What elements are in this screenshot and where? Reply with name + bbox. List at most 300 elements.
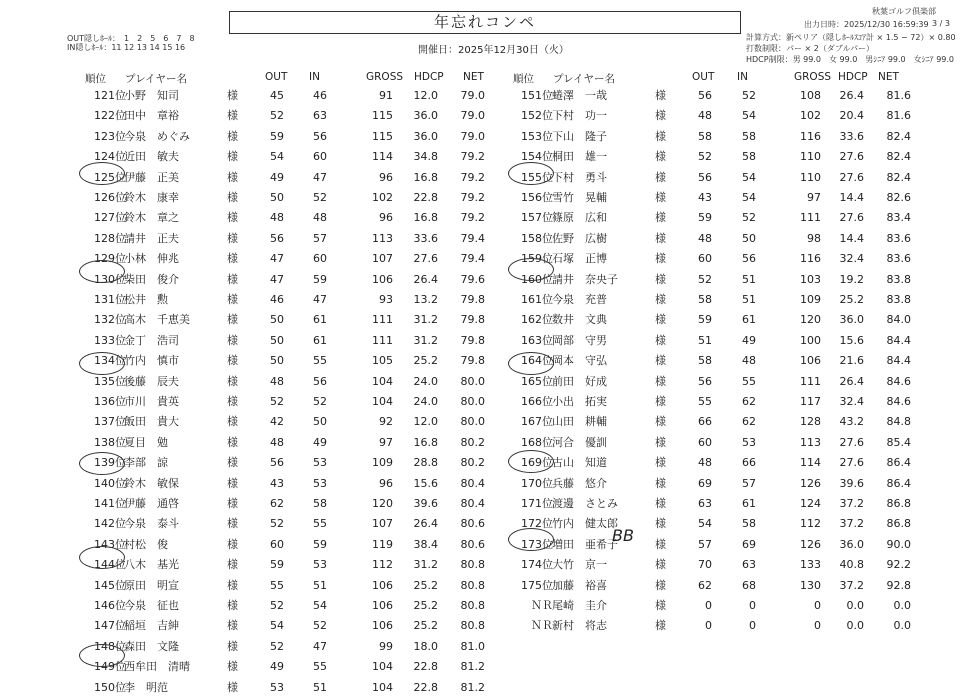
player-name-cell: 請井 正夫 <box>124 231 179 245</box>
player-name-cell: 飯田 貴大 <box>124 415 179 429</box>
net-cell: 81.0 <box>460 639 485 653</box>
rank-cell: 170位 <box>521 476 553 490</box>
net-cell: 82.4 <box>886 150 911 164</box>
player-name-cell: 篠原 広和 <box>552 211 607 225</box>
honorific-cell: 様 <box>227 660 238 674</box>
hdcp-cell: 27.6 <box>839 150 864 164</box>
col-hdcp-header: HDCP <box>838 71 868 83</box>
table-row <box>0 249 980 269</box>
rank-cell: 154位 <box>521 150 553 164</box>
in-score-cell: 63 <box>313 109 327 123</box>
hdcp-cell: 12.0 <box>413 89 438 102</box>
player-name-cell: 今泉 充普 <box>552 293 607 306</box>
honorific-cell: 様 <box>655 129 666 143</box>
out-score-cell: 58 <box>698 293 712 306</box>
col-out-header: OUT <box>265 71 288 83</box>
honorific-cell: 様 <box>227 680 238 694</box>
col-player-header: プレイヤー名 <box>553 73 616 85</box>
in-score-cell: 58 <box>742 129 756 143</box>
out-score-cell: 52 <box>270 639 284 653</box>
rank-cell: 145位 <box>94 578 126 592</box>
in-score-cell: 51 <box>313 578 327 592</box>
gross-cell: 100 <box>800 333 821 347</box>
hdcp-cell: 36.0 <box>413 109 438 123</box>
out-score-cell: 50 <box>270 354 284 368</box>
net-cell: 82.4 <box>886 170 911 184</box>
net-cell: 79.2 <box>460 150 485 164</box>
hdcp-cell: 14.4 <box>839 231 864 245</box>
in-score-cell: 61 <box>742 497 756 510</box>
net-cell: 86.8 <box>886 497 911 510</box>
net-cell: 84.4 <box>886 333 911 347</box>
rank-cell: 165位 <box>521 374 553 388</box>
table-row <box>0 514 980 534</box>
out-score-cell: 52 <box>270 395 284 408</box>
hdcp-cell: 36.0 <box>839 537 864 551</box>
net-cell: 82.6 <box>886 191 911 204</box>
gross-cell: 97 <box>807 191 821 204</box>
in-score-cell: 69 <box>742 537 756 551</box>
table-row <box>0 453 980 473</box>
hdcp-cell: 37.2 <box>839 578 864 592</box>
table-row <box>0 412 980 432</box>
net-cell: 92.8 <box>886 578 911 592</box>
honorific-cell: 様 <box>655 599 666 612</box>
net-cell: 86.8 <box>886 517 911 531</box>
gross-cell: 109 <box>800 293 821 306</box>
gross-cell: 114 <box>372 150 393 164</box>
in-score-cell: 0 <box>749 619 756 633</box>
gross-cell: 111 <box>372 313 393 327</box>
rank-cell: 143位 <box>94 537 126 551</box>
hdcp-cell: 15.6 <box>413 476 438 490</box>
honorific-cell: 様 <box>227 537 238 551</box>
out-score-cell: 50 <box>270 333 284 347</box>
player-name-cell: 今泉 征也 <box>124 599 179 612</box>
gross-cell: 102 <box>800 109 821 123</box>
out-score-cell: 52 <box>270 517 284 531</box>
in-score-cell: 49 <box>742 333 756 347</box>
rank-circle-mark <box>79 162 125 185</box>
hdcp-cell: 43.2 <box>839 415 864 429</box>
hdcp-cell: 27.6 <box>839 435 864 449</box>
col-net-header: NET <box>878 71 899 83</box>
rank-cell: 173位 <box>521 537 553 551</box>
in-score-cell: 53 <box>313 476 327 490</box>
honorific-cell: 様 <box>655 89 666 102</box>
in-score-cell: 58 <box>313 497 327 510</box>
col-rank-header: 順位 <box>513 73 534 85</box>
rank-cell: 123位 <box>94 129 126 143</box>
gross-cell: 92 <box>379 415 393 429</box>
gross-cell: 110 <box>800 170 821 184</box>
in-score-cell: 61 <box>313 313 327 327</box>
table-row <box>0 351 980 371</box>
in-score-cell: 55 <box>313 354 327 368</box>
out-score-cell: 48 <box>698 109 712 123</box>
table-row <box>0 290 980 310</box>
honorific-cell: 様 <box>227 170 238 184</box>
in-score-cell: 50 <box>313 415 327 429</box>
net-cell: 79.2 <box>460 170 485 184</box>
honorific-cell: 様 <box>655 211 666 225</box>
in-score-cell: 54 <box>742 191 756 204</box>
net-cell: 80.8 <box>460 578 485 592</box>
in-score-cell: 0 <box>749 599 756 612</box>
rank-circle-mark <box>508 258 554 281</box>
in-score-cell: 47 <box>313 639 327 653</box>
gross-cell: 117 <box>800 395 821 408</box>
hdcp-cell: 22.8 <box>413 660 438 674</box>
table-row <box>0 229 980 249</box>
honorific-cell: 様 <box>655 476 666 490</box>
honorific-cell: 様 <box>227 578 238 592</box>
player-name-cell: 渡邊 さとみ <box>552 497 618 510</box>
honorific-cell: 様 <box>227 374 238 388</box>
gross-cell: 130 <box>800 578 821 592</box>
out-score-cell: 63 <box>698 497 712 510</box>
hdcp-cell: 22.8 <box>413 191 438 204</box>
honorific-cell: 様 <box>227 333 238 347</box>
rank-cell: 146位 <box>94 599 126 612</box>
rank-cell: 136位 <box>94 395 126 408</box>
out-score-cell: 56 <box>698 170 712 184</box>
rank-cell: 155位 <box>521 170 553 184</box>
honorific-cell: 様 <box>227 497 238 510</box>
hdcp-cell: 37.2 <box>839 497 864 510</box>
in-score-cell: 62 <box>742 395 756 408</box>
gross-cell: 113 <box>372 231 393 245</box>
rank-circle-mark <box>508 352 554 375</box>
rank-cell: 175位 <box>521 578 553 592</box>
hdcp-cell: 36.0 <box>413 129 438 143</box>
out-score-cell: 57 <box>698 537 712 551</box>
net-cell: 84.6 <box>886 395 911 408</box>
player-name-cell: 今泉 めぐみ <box>124 129 190 143</box>
col-player-header: プレイヤー名 <box>125 73 188 85</box>
honorific-cell: 様 <box>227 639 238 653</box>
page-title: 年忘れコンペ <box>229 11 741 34</box>
net-cell: 79.2 <box>460 211 485 225</box>
net-cell: 79.0 <box>460 109 485 123</box>
gross-cell: 106 <box>372 599 393 612</box>
net-cell: 79.0 <box>460 129 485 143</box>
stroke-limit: 打数制限：パー × 2（ダブルパー） <box>746 44 874 53</box>
player-name-cell: 今泉 泰斗 <box>124 517 179 531</box>
rank-circle-mark <box>79 352 125 375</box>
honorific-cell: 様 <box>227 211 238 225</box>
gross-cell: 111 <box>800 374 821 388</box>
col-rank-header: 順位 <box>85 73 106 85</box>
out-score-cell: 54 <box>270 619 284 633</box>
rank-cell: 169位 <box>521 456 553 470</box>
net-cell: 81.2 <box>460 660 485 674</box>
hdcp-cell: 39.6 <box>839 476 864 490</box>
net-cell: 81.6 <box>886 89 911 102</box>
hdcp-cell: 27.6 <box>839 456 864 470</box>
player-name-cell: 桐田 雄一 <box>552 150 607 164</box>
player-name-cell: 小出 拓実 <box>552 395 607 408</box>
hdcp-cell: 24.0 <box>413 395 438 408</box>
rank-cell: 121位 <box>94 89 126 102</box>
out-score-cell: 58 <box>698 129 712 143</box>
player-name-cell: 村松 俊 <box>124 537 168 551</box>
table-row <box>0 310 980 330</box>
honorific-cell: 様 <box>655 435 666 449</box>
in-score-cell: 54 <box>742 170 756 184</box>
net-cell: 79.8 <box>460 333 485 347</box>
honorific-cell: 様 <box>227 313 238 327</box>
hdcp-cell: 21.6 <box>839 354 864 368</box>
rank-cell: 132位 <box>94 313 126 327</box>
handwritten-note: BB <box>612 526 634 545</box>
player-name-cell: 岡部 守男 <box>552 333 607 347</box>
hdcp-cell: 33.6 <box>839 129 864 143</box>
player-name-cell: 尾崎 圭介 <box>552 599 607 612</box>
out-score-cell: 47 <box>270 272 284 286</box>
player-name-cell: 河合 優訓 <box>552 435 607 449</box>
net-cell: 80.2 <box>460 456 485 470</box>
output-datetime: 出力日時：2025/12/30 16:59:39 <box>804 20 929 29</box>
gross-cell: 119 <box>372 537 393 551</box>
hdcp-cell: 31.2 <box>413 558 438 572</box>
gross-cell: 104 <box>372 680 393 694</box>
hdcp-cell: 25.2 <box>413 599 438 612</box>
rank-cell: 134位 <box>94 354 126 368</box>
net-cell: 83.6 <box>886 252 911 266</box>
table-row <box>0 270 980 290</box>
in-score-cell: 61 <box>742 313 756 327</box>
honorific-cell: 様 <box>655 537 666 551</box>
col-hdcp-header: HDCP <box>414 71 444 83</box>
in-score-cell: 52 <box>742 211 756 225</box>
honorific-cell: 様 <box>227 619 238 633</box>
rank-cell: 127位 <box>94 211 126 225</box>
hdcp-cell: 26.4 <box>839 374 864 388</box>
gross-cell: 0 <box>814 599 821 612</box>
out-score-cell: 52 <box>698 272 712 286</box>
hdcp-cell: 26.4 <box>413 272 438 286</box>
gross-cell: 98 <box>807 231 821 245</box>
col-out-header: OUT <box>692 71 715 83</box>
honorific-cell: 様 <box>655 415 666 429</box>
gross-cell: 105 <box>372 354 393 368</box>
out-score-cell: 48 <box>270 374 284 388</box>
in-score-cell: 56 <box>313 129 327 143</box>
in-score-cell: 59 <box>313 537 327 551</box>
out-score-cell: 0 <box>705 619 712 633</box>
out-score-cell: 48 <box>698 456 712 470</box>
rank-cell: ＮＲ <box>531 619 553 633</box>
hdcp-cell: 38.4 <box>413 537 438 551</box>
player-name-cell: 森田 文隆 <box>124 639 179 653</box>
out-score-cell: 66 <box>698 415 712 429</box>
net-cell: 80.0 <box>460 395 485 408</box>
hdcp-cell: 20.4 <box>839 109 864 123</box>
honorific-cell: 様 <box>227 435 238 449</box>
player-name-cell: 市川 貴英 <box>124 395 179 408</box>
rank-cell: 153位 <box>521 129 553 143</box>
in-score-cell: 66 <box>742 456 756 470</box>
in-score-cell: 57 <box>313 231 327 245</box>
player-name-cell: 下村 功一 <box>552 109 607 123</box>
out-score-cell: 69 <box>698 476 712 490</box>
in-score-cell: 63 <box>742 558 756 572</box>
honorific-cell: 様 <box>227 476 238 490</box>
out-score-cell: 52 <box>270 599 284 612</box>
net-cell: 0.0 <box>893 619 911 633</box>
out-score-cell: 0 <box>705 599 712 612</box>
hdcp-cell: 0.0 <box>846 619 864 633</box>
in-score-cell: 55 <box>742 374 756 388</box>
gross-cell: 111 <box>800 211 821 225</box>
out-score-cell: 47 <box>270 252 284 266</box>
rank-cell: 162位 <box>521 313 553 327</box>
table-row <box>0 555 980 575</box>
gross-cell: 128 <box>800 415 821 429</box>
net-cell: 82.4 <box>886 129 911 143</box>
honorific-cell: 様 <box>655 333 666 347</box>
out-score-cell: 46 <box>270 293 284 306</box>
player-name-cell: 竹内 慎市 <box>124 354 179 368</box>
rank-cell: 168位 <box>521 435 553 449</box>
gross-cell: 120 <box>372 497 393 510</box>
honorific-cell: 様 <box>227 191 238 204</box>
out-score-cell: 51 <box>698 333 712 347</box>
rank-cell: 167位 <box>521 415 553 429</box>
player-name-cell: 新村 将志 <box>552 619 607 633</box>
net-cell: 86.4 <box>886 456 911 470</box>
net-cell: 80.8 <box>460 599 485 612</box>
in-score-cell: 54 <box>313 599 327 612</box>
hdcp-cell: 33.6 <box>413 231 438 245</box>
page-number: 3 / 3 <box>932 19 950 28</box>
player-name-cell: 小林 伸兆 <box>124 252 179 266</box>
net-cell: 79.4 <box>460 231 485 245</box>
honorific-cell: 様 <box>227 517 238 531</box>
net-cell: 0.0 <box>893 599 911 612</box>
net-cell: 90.0 <box>886 537 911 551</box>
in-score-cell: 52 <box>313 395 327 408</box>
calc-method: 計算方式：新ペリア（隠しﾎｰﾙｽｺｱ計 × 1.5 − 72）× 0.80 <box>746 33 956 42</box>
out-score-cell: 56 <box>698 89 712 102</box>
player-name-cell: 石塚 正博 <box>552 252 607 266</box>
net-cell: 79.8 <box>460 313 485 327</box>
gross-cell: 120 <box>800 313 821 327</box>
rank-cell: 151位 <box>521 89 553 102</box>
net-cell: 79.8 <box>460 354 485 368</box>
honorific-cell: 様 <box>227 395 238 408</box>
player-name-cell: 前田 好成 <box>552 374 607 388</box>
player-name-cell: 山田 耕輔 <box>552 415 607 429</box>
player-name-cell: 後藤 辰夫 <box>124 374 179 388</box>
hdcp-cell: 34.8 <box>413 150 438 164</box>
player-name-cell: 鈴木 康幸 <box>124 191 179 204</box>
rank-cell: 174位 <box>521 558 553 572</box>
gross-cell: 99 <box>379 639 393 653</box>
rank-cell: 126位 <box>94 191 126 204</box>
rank-cell: 129位 <box>94 252 126 266</box>
in-score-cell: 68 <box>742 578 756 592</box>
honorific-cell: 様 <box>655 517 666 531</box>
rank-cell: 141位 <box>94 497 126 510</box>
honorific-cell: 様 <box>655 109 666 123</box>
out-score-cell: 56 <box>270 456 284 470</box>
rank-cell: ＮＲ <box>531 599 553 612</box>
in-score-cell: 52 <box>742 89 756 102</box>
hdcp-cell: 36.0 <box>839 313 864 327</box>
player-name-cell: 李 明范 <box>124 680 168 694</box>
rank-cell: 156位 <box>521 191 553 204</box>
player-name-cell: 鈴木 敏保 <box>124 476 179 490</box>
hdcp-cell: 37.2 <box>839 517 864 531</box>
in-score-cell: 51 <box>742 293 756 306</box>
net-cell: 80.8 <box>460 558 485 572</box>
out-score-cell: 52 <box>270 109 284 123</box>
rank-cell: 130位 <box>94 272 126 286</box>
rank-cell: 124位 <box>94 150 126 164</box>
col-in-header: IN <box>309 71 320 83</box>
in-score-cell: 60 <box>313 150 327 164</box>
gross-cell: 110 <box>800 150 821 164</box>
col-gross-header: GROSS <box>794 71 832 83</box>
table-row <box>0 392 980 412</box>
in-score-cell: 52 <box>313 191 327 204</box>
gross-cell: 126 <box>800 476 821 490</box>
rank-cell: 140位 <box>94 476 126 490</box>
net-cell: 80.4 <box>460 497 485 510</box>
rank-cell: 128位 <box>94 231 126 245</box>
player-name-cell: 松井 勲 <box>124 293 168 306</box>
in-score-cell: 53 <box>742 435 756 449</box>
rank-cell: 149位 <box>94 660 126 674</box>
out-score-cell: 60 <box>270 537 284 551</box>
out-score-cell: 42 <box>270 415 284 429</box>
player-name-cell: 伊藤 正美 <box>124 170 179 184</box>
col-net-header: NET <box>463 71 484 83</box>
net-cell: 86.4 <box>886 476 911 490</box>
out-score-cell: 55 <box>698 395 712 408</box>
hdcp-cell: 16.8 <box>413 170 438 184</box>
honorific-cell: 様 <box>227 129 238 143</box>
net-cell: 81.2 <box>460 680 485 694</box>
in-score-cell: 53 <box>313 558 327 572</box>
rank-circle-mark <box>79 644 125 667</box>
out-score-cell: 53 <box>270 680 284 694</box>
player-name-cell: 岡本 守弘 <box>552 354 607 368</box>
hdcp-cell: 16.8 <box>413 211 438 225</box>
in-score-cell: 48 <box>313 211 327 225</box>
player-name-cell: 古山 知道 <box>552 456 607 470</box>
rank-circle-mark <box>508 162 554 185</box>
hdcp-cell: 15.6 <box>839 333 864 347</box>
net-cell: 84.0 <box>886 313 911 327</box>
table-row <box>0 331 980 351</box>
table-row <box>0 616 980 636</box>
out-score-cell: 43 <box>270 476 284 490</box>
player-name-cell: 蜷澤 一哉 <box>552 89 607 102</box>
in-score-cell: 47 <box>313 293 327 306</box>
player-name-cell: 下村 勇斗 <box>552 170 607 184</box>
gross-cell: 107 <box>372 252 393 266</box>
gross-cell: 111 <box>372 333 393 347</box>
table-row <box>0 433 980 453</box>
honorific-cell: 様 <box>227 109 238 123</box>
net-cell: 84.4 <box>886 354 911 368</box>
gross-cell: 112 <box>800 517 821 531</box>
gross-cell: 112 <box>372 558 393 572</box>
hdcp-cell: 12.0 <box>413 415 438 429</box>
